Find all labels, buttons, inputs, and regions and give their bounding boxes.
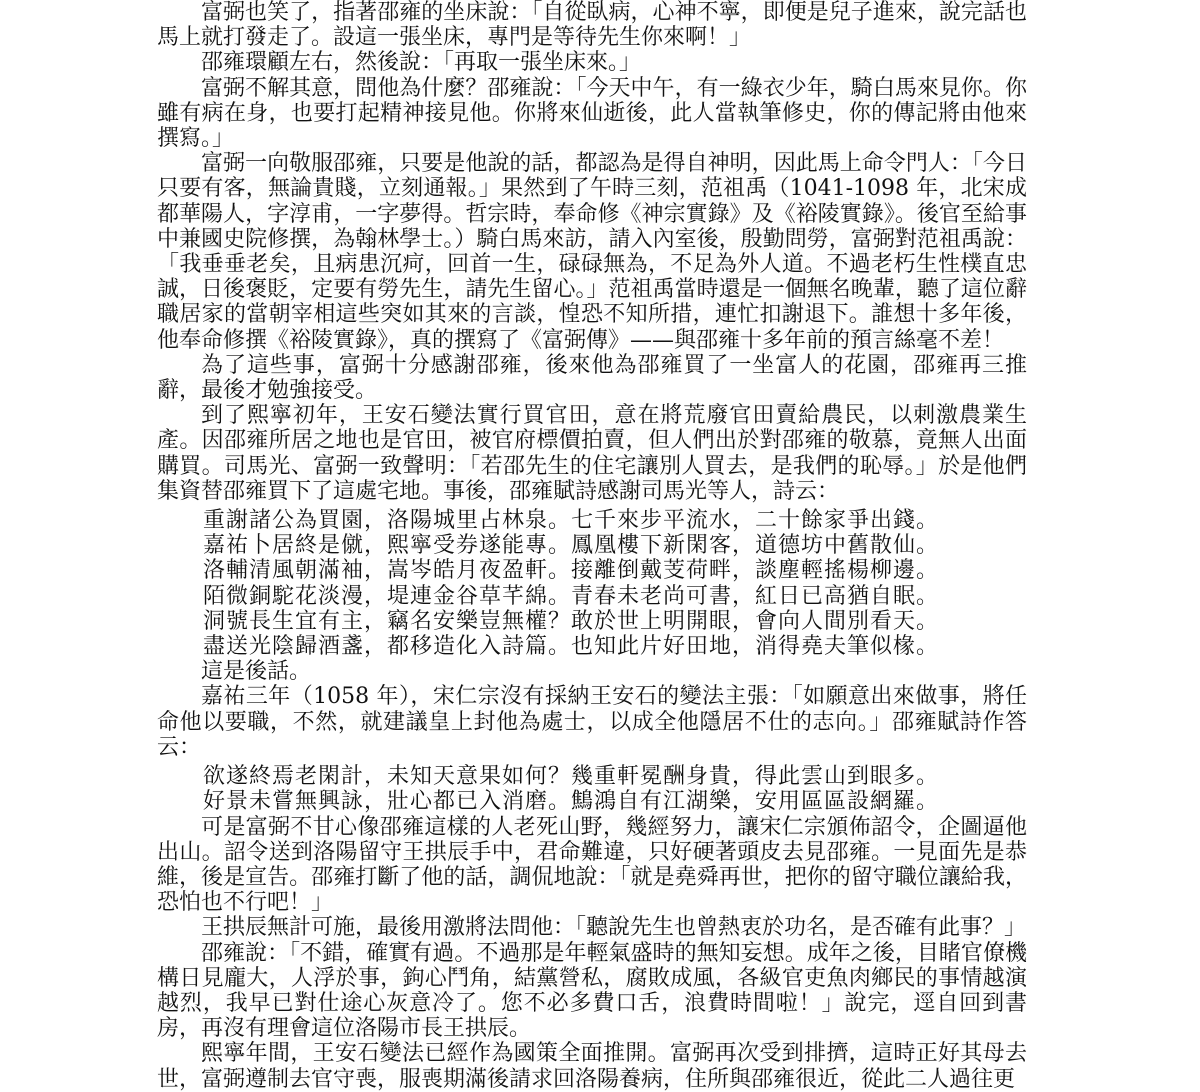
poem-block	[157, 508, 1027, 659]
poem-line: 好景未嘗無興詠，壯心都已入消磨。鷦鴻自有江湖樂，安用區區設網羅。	[203, 789, 940, 815]
paragraph: 富弼一向敬服邵雍，只要是他說的話，都認為是得自神明，因此馬上命令門人：「今日只要有客，無論貴賤，立刻通報。」果然到了午時三刻，范祖禹（1041-1098 年，北宋成都華陽人，字淳甫，一字夢得。哲宗時，奉命修《神宗實錄》及《裕陵實錄》。後官至給事中兼國史院修撰，為翰林學士。）騎白馬來訪，請入內室後，殷勤問勞，富弼對范祖禹說：「我垂垂老矣，且病患沉疴，回首一生，碌碌無為，不足為外人道。不過老朽生性樸直忠誠，日後褒貶，定要有勞先生，請先生留心。」范祖禹當時還是一個無名晚輩，聽了這位辭職居家的當朝宰相這些突如其來的言談，惶恐不知所措，連忙扣謝退下。誰想十多年後，他奉命修撰《裕陵實錄》，真的撰寫了《富弼傳》——與邵雍十多年前的預言絲毫不差！	[157, 151, 1027, 353]
poem-line: 重謝諸公為買園，洛陽城里占林泉。七千來步平流水，二十餘家爭出錢。	[203, 508, 940, 534]
paragraph: 熙寧年間，王安石變法已經作為國策全面推開。富弼再次受到排擠，這時正好其母去世，富弼遵制去官守喪，服喪期滿後請求回洛陽養病，住所與邵雍很近，從此二人過往更	[157, 1041, 1027, 1092]
poem-line: 嘉祐卜居終是僦，熙寧受券遂能專。鳳凰樓下新閑客，道德坊中舊散仙。	[203, 533, 940, 559]
poem-line: 洛輔清風朝滿袖，嵩岑皓月夜盈軒。接離倒戴芰荷畔，談塵輕搖楊柳邊。	[203, 558, 940, 584]
document-body	[157, 0, 1027, 1092]
paragraph: 到了熙寧初年，王安石變法實行買官田，意在將荒廢官田賣給農民，以刺激農業生產。因邵雍所居之地也是官田，被官府標價拍賣，但人們出於對邵雍的敬慕，竟無人出面購買。司馬光、富弼一致聲明：「若邵先生的住宅讓別人買去，是我們的恥辱。」於是他們集資替邵雍買下了這處宅地。事後，邵雍賦詩感謝司馬光等人，詩云：	[157, 403, 1027, 504]
paragraph: 邵雍環顧左右，然後說：「再取一張坐床來。」	[201, 50, 642, 76]
poem-line: 盡送光陰歸酒盞，都移造化入詩篇。也知此片好田地，消得堯夫筆似椽。	[203, 634, 940, 660]
paragraph: 富弼也笑了，指著邵雍的坐床說：「自從臥病，心神不寧，即便是兒子進來，說完話也馬上就打發走了。設這一張坐床，專門是等待先生你來啊！」	[157, 0, 1027, 51]
paragraph: 嘉祐三年（1058 年），宋仁宗沒有採納王安石的變法主張：「如願意出來做事，將任命他以要職，不然，就建議皇上封他為處士，以成全他隱居不仕的志向。」邵雍賦詩作答云：	[157, 684, 1027, 760]
paragraph: 這是後話。	[201, 659, 312, 685]
poem-block	[157, 764, 1027, 814]
paragraph: 可是富弼不甘心像邵雍這樣的人老死山野，幾經努力，讓宋仁宗頒佈詔令，企圖逼他出山。詔令送到洛陽留守王拱辰手中，君命難違，只好硬著頭皮去見邵雍。一見面先是恭維，後是宣告。邵雍打斷了他的話，調侃地說：「就是堯舜再世，把你的留守職位讓給我，恐怕也不行吧！」	[157, 814, 1027, 916]
paragraph: 邵雍說：「不錯，確實有過。不過那是年輕氣盛時的無知妄想。成年之後，目睹官僚機構日見龐大，人浮於事，鉤心鬥角，結黨營私，腐敗成風，各級官吏魚肉鄉民的事情越演越烈，我早已對仕途心灰意冷了。您不必多費口舌，浪費時間啦！」說完，逕自回到書房，再沒有理會這位洛陽市長王拱辰。	[157, 940, 1027, 1042]
paragraph: 富弼不解其意，問他為什麼？邵雍說：「今天中午，有一綠衣少年，騎白馬來見你。你雖有病在身，也要打起精神接見他。你將來仙逝後，此人當執筆修史，你的傳記將由他來撰寫。」	[157, 75, 1027, 152]
poem-line: 陌微銅駝花淡漫，堤連金谷草芊綿。青春未老尚可書，紅日已高猶自眠。	[203, 583, 940, 609]
paragraph: 王拱辰無計可施，最後用激將法問他：「聽說先生也曾熱衷於功名，是否確有此事？」	[201, 915, 1027, 941]
paragraph: 為了這些事，富弼十分感謝邵雍，後來他為邵雍買了一坐富人的花園，邵雍再三推辭，最後才勉強接受。	[157, 352, 1027, 404]
poem-line: 欲遂終焉老閑計，未知天意果如何？幾重軒冕酬身貴，得此雲山到眼多。	[203, 764, 940, 790]
poem-line: 洞號長生宜有主，竊名安樂豈無權？敢於世上明開眼，會向人間別看天。	[203, 608, 940, 634]
